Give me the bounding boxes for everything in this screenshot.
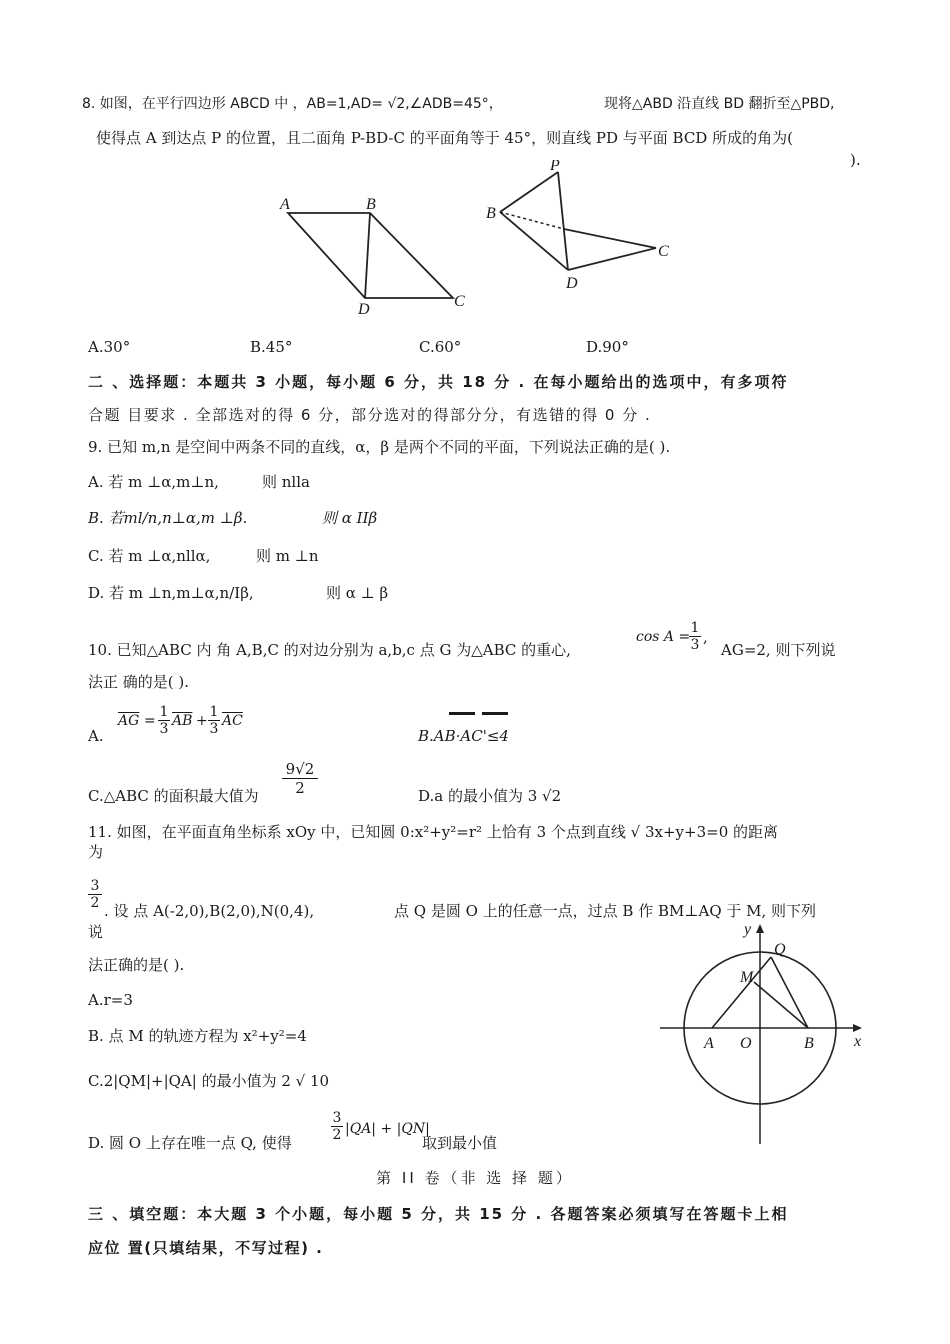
q11-d-expression: |QA| + |QN| xyxy=(345,1121,430,1137)
edge-bd xyxy=(500,212,568,270)
label-q: Q xyxy=(774,941,786,958)
q10-a-frac2-num: 1 xyxy=(209,704,219,720)
q10-vector-ab: $\overline{AB}$ xyxy=(172,713,193,729)
q11-stem-b2: 点 Q 是圆 O 上的任意一点，过点 B 作 BM⊥AQ 于 M, 则下列 xyxy=(394,902,817,920)
q10-stem-b: AG=2, 则下列说 xyxy=(721,641,836,659)
section2-heading-line1: 二 、选择题：本题共 3 小题，每小题 6 分，共 18 分 . 在每小题给出的选项中，有多项符 xyxy=(88,373,789,391)
q8-line2: 使得点 A 到达点 P 的位置，且二面角 P-BD-C 的平面角等于 45°，则直线 PD 与平面 BCD 所成的角为( xyxy=(96,129,793,147)
q10-stem-a: 10. 已知△ABC 内 角 A,B,C 的对边分别为 a,b,c 点 G 为△ABC 的重心, xyxy=(88,641,571,659)
part2-title: 第 II 卷（非 选 择 题） xyxy=(376,1169,574,1187)
label-b: B xyxy=(804,1035,814,1052)
q10-c-fraction xyxy=(282,760,318,797)
q10-option-a-label: A. xyxy=(88,727,104,745)
q10-a-frac1-den: 3 xyxy=(159,721,169,737)
q11-d-fraction xyxy=(331,1110,343,1143)
q10-option-d: D.a 的最小值为 3 √2 xyxy=(418,787,562,805)
q10-cos-den: 3 xyxy=(690,637,700,653)
q11-stem-b3: 说 xyxy=(88,923,104,941)
q10-a-frac2-den: 3 xyxy=(209,721,219,737)
q8-option-a: A.30° xyxy=(88,338,131,356)
q9-stem: 9. 已知 m,n 是空间中两条不同的直线，α，β 是两个不同的平面，下列说法正确的是( ). xyxy=(88,438,671,456)
q11-fraction xyxy=(88,878,102,911)
q11-frac-num: 3 xyxy=(90,878,100,894)
q10-vector-bar-ab xyxy=(449,712,475,715)
q11-stem-a2: 为 xyxy=(88,843,104,861)
parallelogram-shape xyxy=(288,213,453,298)
q8-line1-a: 8. 如图，在平行四边形 ABCD 中 ，AB=1,AD= √2,∠ADB=45°， xyxy=(82,96,503,112)
q8-line3: ). xyxy=(850,151,861,169)
q10-equals: = xyxy=(144,713,156,729)
q10-cos-lhs: cos A = xyxy=(636,629,691,645)
q11-stem-c: 法正确的是( ). xyxy=(88,956,185,974)
q10-option-c: C.△ABC 的面积最大值为 xyxy=(88,787,259,805)
q11-stem-b1: . 设 点 A(-2,0),B(2,0),N(0,4), xyxy=(104,902,315,920)
q10-stem-c: 法正 确的是( ). xyxy=(88,673,190,691)
q10-a-frac1-num: 1 xyxy=(159,704,169,720)
label-c: C xyxy=(658,243,669,260)
q9-option-d-conclusion: 则 α ⊥ β xyxy=(326,584,389,602)
section3-heading-line2: 应位 置(只填结果，不写过程) . xyxy=(88,1239,324,1257)
q11-option-d: D. 圆 O 上存在唯一点 Q, 使得 xyxy=(88,1134,292,1152)
q11-option-b: B. 点 M 的轨迹方程为 x²+y²=4 xyxy=(88,1027,307,1045)
edge-bp xyxy=(500,172,558,212)
q8-figure-folded xyxy=(480,160,680,295)
q10-vector-ac: $\overline{AC}$ xyxy=(222,713,243,729)
label-x: x xyxy=(854,1033,862,1050)
q9-option-b: B. 若ml/n,n⊥α,m ⊥β. xyxy=(88,509,248,527)
q8-option-b: B.45° xyxy=(250,338,293,356)
q9-option-a-conclusion: 则 nlla xyxy=(262,473,310,491)
label-p: P xyxy=(550,160,560,174)
q10-vector-bar-ac xyxy=(482,712,508,715)
q10-a-fraction-2 xyxy=(208,704,220,737)
label-c: C xyxy=(454,293,465,310)
edge-bc-front xyxy=(564,229,656,248)
q10-cos-fraction xyxy=(689,620,701,653)
q10-c-num: 9√2 xyxy=(285,760,315,778)
q9-option-a: A. 若 m ⊥α,m⊥n, xyxy=(88,473,219,491)
label-a: A xyxy=(704,1035,714,1052)
q10-cos-comma: , xyxy=(703,628,708,646)
q11-stem-a: 11. 如图，在平面直角坐标系 xOy 中，已知圆 0:x²+y²=r² 上恰有 3 个点到直线 √ 3x+y+3=0 的距离 xyxy=(88,823,779,841)
q11-option-c: C.2|QM|+|QA| 的最小值为 2 √ 10 xyxy=(88,1072,330,1090)
q10-plus: + xyxy=(196,713,208,729)
q11-d-num: 3 xyxy=(332,1110,342,1126)
q11-option-a: A.r=3 xyxy=(88,991,133,1009)
q11-d-den: 2 xyxy=(332,1127,342,1143)
label-b: B xyxy=(366,196,376,213)
segment-aq xyxy=(712,957,771,1028)
label-m: M xyxy=(740,969,754,986)
q8-option-c: C.60° xyxy=(419,338,462,356)
label-d: D xyxy=(358,301,370,318)
x-axis-arrow xyxy=(853,1024,862,1032)
section2-heading-line2: 合题 目要求 . 全部选对的得 6 分，部分选对的得部分分，有选错的得 0 分 . xyxy=(88,406,652,424)
segment-qb xyxy=(771,957,808,1028)
q8-option-d: D.90° xyxy=(586,338,629,356)
label-b: B xyxy=(486,205,496,222)
q8-line1-b: 现将△ABD 沿直线 BD 翻折至△PBD, xyxy=(604,96,835,112)
q11-figure-circle xyxy=(656,918,872,1146)
y-axis-arrow xyxy=(756,924,764,933)
label-d: D xyxy=(566,275,578,292)
edge-dc xyxy=(568,248,656,270)
q9-option-c: C. 若 m ⊥α,nllα, xyxy=(88,547,211,565)
q8-figure-parallelogram xyxy=(270,190,480,320)
section3-heading-line1: 三 、填空题：本大题 3 个小题，每小题 5 分，共 15 分 . 各题答案必须填写在答题卡上相 xyxy=(88,1205,789,1223)
segment-bm xyxy=(754,982,808,1028)
q10-c-den: 2 xyxy=(282,778,318,797)
q11-frac-den: 2 xyxy=(88,894,102,911)
q9-option-b-conclusion: 则 α IIβ xyxy=(322,509,378,527)
diagonal-bd xyxy=(365,213,370,298)
q10-vector-ag: $\overline{AG}$ xyxy=(118,713,140,729)
edge-pd xyxy=(558,172,568,270)
label-y: y xyxy=(744,921,752,938)
q10-a-fraction-1 xyxy=(158,704,170,737)
label-a: A xyxy=(280,196,290,213)
q11-option-d-end: 取到最小值 xyxy=(422,1134,498,1152)
q10-cos-num: 1 xyxy=(690,620,700,636)
q9-option-c-conclusion: 则 m ⊥n xyxy=(256,547,319,565)
q9-option-d: D. 若 m ⊥n,m⊥α,n/Iβ, xyxy=(88,584,254,602)
label-o: O xyxy=(740,1035,752,1052)
q10-option-b: B.AB·AC'≤4 xyxy=(418,727,509,745)
